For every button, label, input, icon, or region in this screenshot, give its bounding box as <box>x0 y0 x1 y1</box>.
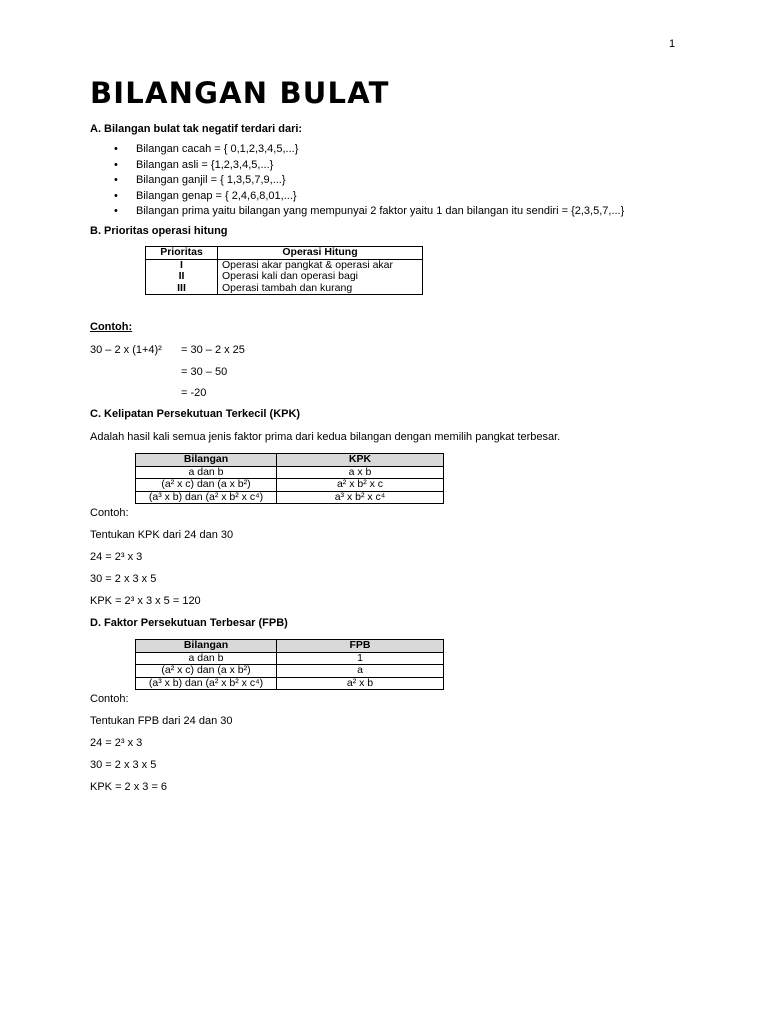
table-header-cell: FPB <box>277 640 444 653</box>
table-row <box>136 652 444 665</box>
list-item <box>90 173 624 189</box>
table-cell: III <box>146 283 218 295</box>
table-header-cell: Prioritas <box>146 247 218 260</box>
list-item-text: Bilangan genap = { 2,4,6,8,01,...} <box>136 189 297 202</box>
table-cell: I <box>146 259 218 271</box>
section-b-example-step: = 30 – 50 <box>181 366 228 378</box>
table-row <box>146 271 423 283</box>
table-row <box>146 283 423 295</box>
section-b-example-expression: 30 – 2 x (1+4)² <box>90 344 162 356</box>
table-cell: (a² x c) dan (a x b²) <box>136 665 277 678</box>
page-title: BILANGAN BULAT <box>90 76 390 110</box>
table-cell: Operasi akar pangkat & operasi akar <box>218 259 423 271</box>
table-cell: Operasi kali dan operasi bagi <box>218 271 423 283</box>
list-item <box>90 204 624 220</box>
table-cell: (a² x c) dan (a x b²) <box>136 479 277 492</box>
table-cell: Operasi tambah dan kurang <box>218 283 423 295</box>
table-cell: a dan b <box>136 466 277 479</box>
list-item <box>90 158 624 174</box>
page-number: 1 <box>669 38 676 50</box>
section-d-heading: D. Faktor Persekutuan Terbesar (FPB) <box>90 617 288 629</box>
table-cell: 1 <box>277 652 444 665</box>
table-header-row <box>136 640 444 653</box>
table-cell: (a³ x b) dan (a² x b² x c⁴) <box>136 677 277 690</box>
kpk-table <box>135 453 444 504</box>
section-c-example-line: 30 = 2 x 3 x 5 <box>90 573 157 585</box>
table-header-cell: Bilangan <box>136 454 277 467</box>
section-c-heading: C. Kelipatan Persekutuan Terkecil (KPK) <box>90 408 301 420</box>
bullet-icon: • <box>114 143 118 155</box>
table-header-row <box>136 454 444 467</box>
table-header-row <box>146 247 423 260</box>
table-cell: (a³ x b) dan (a² x b² x c⁴) <box>136 491 277 504</box>
section-d-example-line: 24 = 2³ x 3 <box>90 737 143 749</box>
section-a-heading: A. Bilangan bulat tak negatif terdari dari: <box>90 123 303 135</box>
table-row <box>136 479 444 492</box>
list-item <box>90 142 624 158</box>
table-header-cell: KPK <box>277 454 444 467</box>
priority-table <box>145 246 423 295</box>
list-item-text: Bilangan prima yaitu bilangan yang mempunyai 2 faktor yaitu 1 dan bilangan itu sendiri = {2,3,5,7,...} <box>136 205 625 218</box>
table-cell: a² x b² x c <box>277 479 444 492</box>
list-item-text: Bilangan cacah = { 0,1,2,3,4,5,...} <box>136 143 299 155</box>
section-b-heading: B. Prioritas operasi hitung <box>90 225 228 237</box>
table-row <box>136 491 444 504</box>
bullet-icon: • <box>114 205 118 218</box>
table-cell: a³ x b² x c⁴ <box>277 491 444 504</box>
list-item <box>90 189 624 205</box>
list-item-text: Bilangan ganjil = { 1,3,5,7,9,...} <box>136 174 286 187</box>
table-row <box>136 665 444 678</box>
table-row <box>136 466 444 479</box>
section-c-example-line: KPK = 2³ x 3 x 5 = 120 <box>90 595 201 607</box>
table-cell: a <box>277 665 444 678</box>
section-b-example-label: Contoh: <box>90 321 133 333</box>
bullet-icon: • <box>114 189 118 202</box>
section-b-example-step: = -20 <box>181 387 207 399</box>
fpb-table <box>135 639 444 690</box>
section-c-example-label: Contoh: <box>90 507 129 519</box>
section-d-example-line: Tentukan FPB dari 24 dan 30 <box>90 715 233 727</box>
bullet-icon: • <box>114 174 118 187</box>
section-d-example-label: Contoh: <box>90 693 129 705</box>
section-a-list <box>90 142 624 220</box>
table-row <box>136 677 444 690</box>
section-c-example-line: 24 = 2³ x 3 <box>90 551 143 563</box>
table-header-cell: Bilangan <box>136 640 277 653</box>
list-item-text: Bilangan asli = {1,2,3,4,5,...} <box>136 158 274 171</box>
table-cell: a x b <box>277 466 444 479</box>
section-c-example-line: Tentukan KPK dari 24 dan 30 <box>90 529 234 541</box>
section-b-example-step: = 30 – 2 x 25 <box>181 344 245 356</box>
table-header-cell: Operasi Hitung <box>218 247 423 260</box>
section-d-example-line: KPK = 2 x 3 = 6 <box>90 781 168 793</box>
section-d-example-line: 30 = 2 x 3 x 5 <box>90 759 157 771</box>
bullet-icon: • <box>114 158 118 171</box>
table-cell: a² x b <box>277 677 444 690</box>
section-c-description: Adalah hasil kali semua jenis faktor prima dari kedua bilangan dengan memilih pangkat terbesar. <box>90 431 561 443</box>
table-cell: a dan b <box>136 652 277 665</box>
table-cell: II <box>146 271 218 283</box>
